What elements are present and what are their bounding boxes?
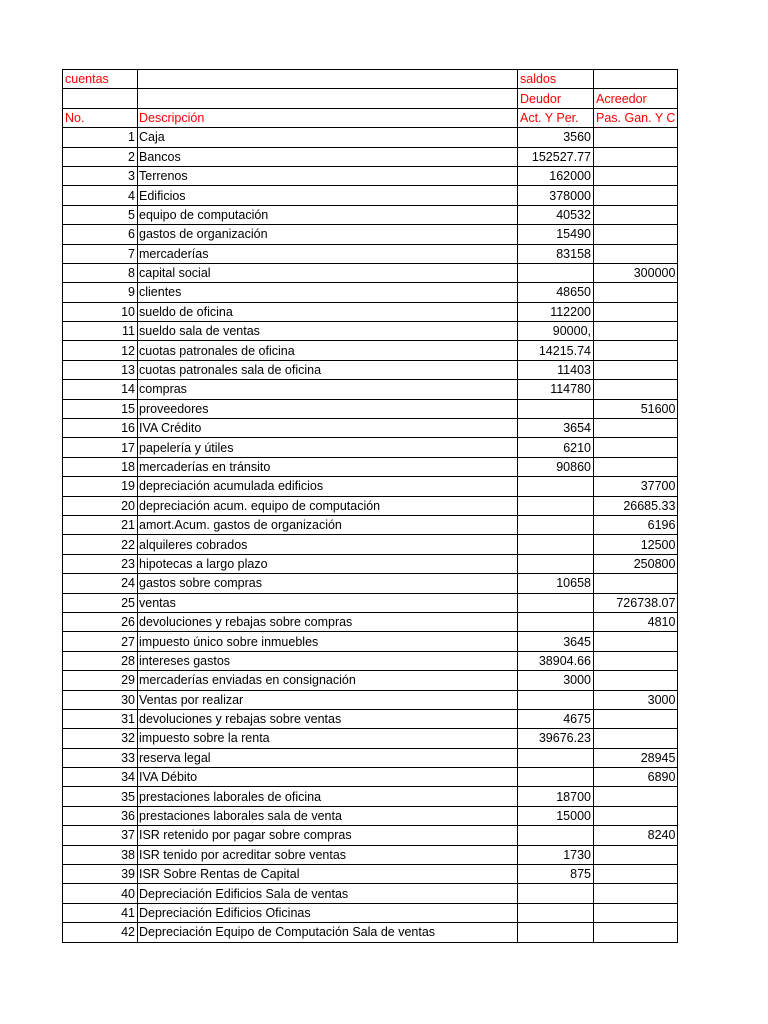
account-number-cell[interactable]: 10 xyxy=(63,302,138,321)
table-row xyxy=(63,360,678,379)
table-row xyxy=(63,671,678,690)
account-number-cell[interactable]: 16 xyxy=(63,419,138,438)
credit-balance-cell[interactable] xyxy=(594,729,678,748)
account-number-cell[interactable]: 40 xyxy=(63,884,138,903)
table-row xyxy=(63,806,678,825)
table-row xyxy=(63,923,678,942)
debit-balance-cell[interactable] xyxy=(518,903,594,922)
account-description-cell[interactable]: Caja xyxy=(138,128,518,147)
account-number-cell[interactable]: 22 xyxy=(63,535,138,554)
account-description-cell[interactable]: devoluciones y rebajas sobre compras xyxy=(138,612,518,631)
account-description-cell[interactable]: equipo de computación xyxy=(138,205,518,224)
account-number-cell[interactable]: 31 xyxy=(63,709,138,728)
debit-balance-cell[interactable] xyxy=(518,399,594,418)
credit-balance-cell[interactable]: 250800 xyxy=(594,554,678,573)
account-description-cell[interactable]: Depreciación Edificios Sala de ventas xyxy=(138,884,518,903)
table-row xyxy=(63,322,678,341)
table-row xyxy=(63,128,678,147)
table-row xyxy=(63,419,678,438)
account-description-cell[interactable]: compras xyxy=(138,380,518,399)
table-row xyxy=(63,244,678,263)
debit-balance-cell[interactable]: 39676.23 xyxy=(518,729,594,748)
account-number-cell[interactable]: 15 xyxy=(63,399,138,418)
table-row xyxy=(63,903,678,922)
credit-balance-cell[interactable]: 51600 xyxy=(594,399,678,418)
debit-balance-cell[interactable]: 48650 xyxy=(518,283,594,302)
debit-balance-cell[interactable]: 40532 xyxy=(518,205,594,224)
account-description-cell[interactable]: prestaciones laborales de oficina xyxy=(138,787,518,806)
account-number-cell[interactable]: 34 xyxy=(63,768,138,787)
account-description-cell[interactable]: hipotecas a largo plazo xyxy=(138,554,518,573)
account-number-cell[interactable]: 37 xyxy=(63,826,138,845)
table-row xyxy=(63,302,678,321)
debit-balance-cell[interactable]: 90000, xyxy=(518,322,594,341)
credit-balance-cell[interactable] xyxy=(594,186,678,205)
debit-balance-cell[interactable] xyxy=(518,612,594,631)
table-row xyxy=(63,477,678,496)
account-description-cell[interactable]: Edificios xyxy=(138,186,518,205)
credit-balance-cell[interactable] xyxy=(594,903,678,922)
table-row xyxy=(63,748,678,767)
debit-balance-cell[interactable]: 875 xyxy=(518,865,594,884)
credit-balance-cell[interactable]: 3000 xyxy=(594,690,678,709)
table-row xyxy=(63,845,678,864)
account-description-cell[interactable]: depreciación acum. equipo de computación xyxy=(138,496,518,515)
account-number-cell[interactable]: 1 xyxy=(63,128,138,147)
header-deudor-sub[interactable]: Act. Y Per. xyxy=(518,108,594,127)
credit-balance-cell[interactable]: 12500 xyxy=(594,535,678,554)
table-row xyxy=(63,457,678,476)
debit-balance-cell[interactable]: 15490 xyxy=(518,225,594,244)
account-number-cell[interactable]: 25 xyxy=(63,593,138,612)
account-number-cell[interactable]: 27 xyxy=(63,632,138,651)
credit-balance-cell[interactable] xyxy=(594,302,678,321)
account-description-cell[interactable]: Terrenos xyxy=(138,166,518,185)
account-number-cell[interactable]: 32 xyxy=(63,729,138,748)
debit-balance-cell[interactable]: 162000 xyxy=(518,166,594,185)
table-row xyxy=(63,593,678,612)
account-number-cell[interactable]: 38 xyxy=(63,845,138,864)
account-number-cell[interactable]: 19 xyxy=(63,477,138,496)
credit-balance-cell[interactable] xyxy=(594,128,678,147)
debit-balance-cell[interactable] xyxy=(518,593,594,612)
account-description-cell[interactable]: Depreciación Edificios Oficinas xyxy=(138,903,518,922)
table-row xyxy=(63,147,678,166)
account-description-cell[interactable]: cuotas patronales sala de oficina xyxy=(138,360,518,379)
header-acreedor[interactable]: Acreedor xyxy=(594,89,678,108)
account-number-cell[interactable]: 41 xyxy=(63,903,138,922)
table-row xyxy=(63,651,678,670)
header-row-cuentas xyxy=(63,70,678,89)
debit-balance-cell[interactable]: 83158 xyxy=(518,244,594,263)
credit-balance-cell[interactable]: 26685.33 xyxy=(594,496,678,515)
account-number-cell[interactable]: 42 xyxy=(63,923,138,942)
account-number-cell[interactable]: 4 xyxy=(63,186,138,205)
account-number-cell[interactable]: 13 xyxy=(63,360,138,379)
table-row xyxy=(63,225,678,244)
table-row xyxy=(63,865,678,884)
debit-balance-cell[interactable] xyxy=(518,884,594,903)
account-number-cell[interactable]: 21 xyxy=(63,515,138,534)
table-row xyxy=(63,826,678,845)
debit-balance-cell[interactable] xyxy=(518,496,594,515)
table-row xyxy=(63,554,678,573)
credit-balance-cell[interactable] xyxy=(594,651,678,670)
accounts-table xyxy=(62,69,678,943)
debit-balance-cell[interactable] xyxy=(518,826,594,845)
credit-balance-cell[interactable] xyxy=(594,438,678,457)
credit-balance-cell[interactable] xyxy=(594,419,678,438)
account-description-cell[interactable]: depreciación acumulada edificios xyxy=(138,477,518,496)
table-row xyxy=(63,690,678,709)
credit-balance-cell[interactable]: 28945 xyxy=(594,748,678,767)
debit-balance-cell[interactable]: 11403 xyxy=(518,360,594,379)
account-number-cell[interactable]: 3 xyxy=(63,166,138,185)
table-row xyxy=(63,515,678,534)
credit-balance-cell[interactable] xyxy=(594,632,678,651)
account-number-cell[interactable]: 7 xyxy=(63,244,138,263)
credit-balance-cell[interactable] xyxy=(594,360,678,379)
account-number-cell[interactable]: 8 xyxy=(63,263,138,282)
table-row xyxy=(63,787,678,806)
header-acreedor-sub[interactable]: Pas. Gan. Y C xyxy=(594,108,678,127)
debit-balance-cell[interactable] xyxy=(518,554,594,573)
account-description-cell[interactable]: ISR tenido por acreditar sobre ventas xyxy=(138,845,518,864)
credit-balance-cell[interactable]: 4810 xyxy=(594,612,678,631)
header-empty-cell[interactable] xyxy=(594,70,678,89)
account-description-cell[interactable]: ISR Sobre Rentas de Capital xyxy=(138,865,518,884)
debit-balance-cell[interactable]: 3000 xyxy=(518,671,594,690)
account-number-cell[interactable]: 26 xyxy=(63,612,138,631)
credit-balance-cell[interactable]: 300000 xyxy=(594,263,678,282)
header-empty-cell[interactable] xyxy=(63,89,138,108)
account-description-cell[interactable]: mercaderías enviadas en consignación xyxy=(138,671,518,690)
account-description-cell[interactable]: gastos de organización xyxy=(138,225,518,244)
account-description-cell[interactable]: alquileres cobrados xyxy=(138,535,518,554)
header-deudor[interactable]: Deudor xyxy=(518,89,594,108)
account-number-cell[interactable]: 36 xyxy=(63,806,138,825)
account-number-cell[interactable]: 5 xyxy=(63,205,138,224)
table-row xyxy=(63,884,678,903)
header-row-columns xyxy=(63,108,678,127)
table-row xyxy=(63,632,678,651)
debit-balance-cell[interactable]: 4675 xyxy=(518,709,594,728)
table-row xyxy=(63,205,678,224)
account-description-cell[interactable]: gastos sobre compras xyxy=(138,574,518,593)
table-row xyxy=(63,535,678,554)
account-description-cell[interactable]: intereses gastos xyxy=(138,651,518,670)
debit-balance-cell[interactable]: 3645 xyxy=(518,632,594,651)
account-description-cell[interactable]: sueldo sala de ventas xyxy=(138,322,518,341)
account-number-cell[interactable]: 29 xyxy=(63,671,138,690)
account-description-cell[interactable]: impuesto sobre la renta xyxy=(138,729,518,748)
debit-balance-cell[interactable] xyxy=(518,690,594,709)
credit-balance-cell[interactable] xyxy=(594,380,678,399)
account-description-cell[interactable]: mercaderías en tránsito xyxy=(138,457,518,476)
table-row xyxy=(63,166,678,185)
account-number-cell[interactable]: 28 xyxy=(63,651,138,670)
credit-balance-cell[interactable] xyxy=(594,244,678,263)
table-row xyxy=(63,186,678,205)
debit-balance-cell[interactable]: 378000 xyxy=(518,186,594,205)
account-description-cell[interactable]: IVA Crédito xyxy=(138,419,518,438)
credit-balance-cell[interactable] xyxy=(594,923,678,942)
credit-balance-cell[interactable] xyxy=(594,147,678,166)
table-row xyxy=(63,709,678,728)
account-number-cell[interactable]: 9 xyxy=(63,283,138,302)
table-row xyxy=(63,496,678,515)
header-cuentas[interactable]: cuentas xyxy=(63,70,138,89)
debit-balance-cell[interactable]: 114780 xyxy=(518,380,594,399)
account-description-cell[interactable]: ventas xyxy=(138,593,518,612)
header-row-deudor-acreedor xyxy=(63,89,678,108)
credit-balance-cell[interactable]: 8240 xyxy=(594,826,678,845)
debit-balance-cell[interactable]: 38904.66 xyxy=(518,651,594,670)
account-number-cell[interactable]: 35 xyxy=(63,787,138,806)
debit-balance-cell[interactable]: 3654 xyxy=(518,419,594,438)
debit-balance-cell[interactable] xyxy=(518,748,594,767)
credit-balance-cell[interactable] xyxy=(594,787,678,806)
table-row xyxy=(63,729,678,748)
account-number-cell[interactable]: 6 xyxy=(63,225,138,244)
table-row xyxy=(63,263,678,282)
credit-balance-cell[interactable] xyxy=(594,884,678,903)
account-description-cell[interactable]: devoluciones y rebajas sobre ventas xyxy=(138,709,518,728)
debit-balance-cell[interactable]: 15000 xyxy=(518,806,594,825)
debit-balance-cell[interactable]: 1730 xyxy=(518,845,594,864)
header-empty-cell[interactable] xyxy=(138,89,518,108)
debit-balance-cell[interactable]: 10658 xyxy=(518,574,594,593)
debit-balance-cell[interactable] xyxy=(518,263,594,282)
account-number-cell[interactable]: 20 xyxy=(63,496,138,515)
table-row xyxy=(63,768,678,787)
table-row xyxy=(63,612,678,631)
debit-balance-cell[interactable] xyxy=(518,768,594,787)
account-description-cell[interactable]: proveedores xyxy=(138,399,518,418)
credit-balance-cell[interactable]: 6196 xyxy=(594,515,678,534)
table-row xyxy=(63,399,678,418)
account-number-cell[interactable]: 18 xyxy=(63,457,138,476)
debit-balance-cell[interactable] xyxy=(518,535,594,554)
accounts-table-body xyxy=(63,70,678,943)
header-descripcion[interactable]: Descripción xyxy=(138,108,518,127)
account-description-cell[interactable]: clientes xyxy=(138,283,518,302)
table-row xyxy=(63,341,678,360)
table-row xyxy=(63,438,678,457)
account-description-cell[interactable]: IVA Débito xyxy=(138,768,518,787)
debit-balance-cell[interactable]: 90860 xyxy=(518,457,594,476)
account-description-cell[interactable]: Depreciación Equipo de Computación Sala de ventas xyxy=(138,923,518,942)
credit-balance-cell[interactable] xyxy=(594,225,678,244)
account-description-cell[interactable]: cuotas patronales de oficina xyxy=(138,341,518,360)
debit-balance-cell[interactable]: 152527.77 xyxy=(518,147,594,166)
debit-balance-cell[interactable]: 18700 xyxy=(518,787,594,806)
credit-balance-cell[interactable] xyxy=(594,865,678,884)
header-saldos[interactable]: saldos xyxy=(518,70,594,89)
credit-balance-cell[interactable] xyxy=(594,283,678,302)
account-description-cell[interactable]: reserva legal xyxy=(138,748,518,767)
account-number-cell[interactable]: 17 xyxy=(63,438,138,457)
credit-balance-cell[interactable] xyxy=(594,205,678,224)
debit-balance-cell[interactable] xyxy=(518,515,594,534)
debit-balance-cell[interactable]: 14215.74 xyxy=(518,341,594,360)
header-no[interactable]: No. xyxy=(63,108,138,127)
account-number-cell[interactable]: 2 xyxy=(63,147,138,166)
account-number-cell[interactable]: 14 xyxy=(63,380,138,399)
account-description-cell[interactable]: Bancos xyxy=(138,147,518,166)
credit-balance-cell[interactable] xyxy=(594,341,678,360)
account-number-cell[interactable]: 24 xyxy=(63,574,138,593)
account-description-cell[interactable]: Ventas por realizar xyxy=(138,690,518,709)
credit-balance-cell[interactable]: 6890 xyxy=(594,768,678,787)
account-description-cell[interactable]: prestaciones laborales sala de venta xyxy=(138,806,518,825)
credit-balance-cell[interactable] xyxy=(594,845,678,864)
account-number-cell[interactable]: 23 xyxy=(63,554,138,573)
credit-balance-cell[interactable] xyxy=(594,806,678,825)
table-row xyxy=(63,380,678,399)
account-description-cell[interactable]: capital social xyxy=(138,263,518,282)
account-number-cell[interactable]: 11 xyxy=(63,322,138,341)
debit-balance-cell[interactable]: 3560 xyxy=(518,128,594,147)
header-empty-cell[interactable] xyxy=(138,70,518,89)
account-number-cell[interactable]: 30 xyxy=(63,690,138,709)
credit-balance-cell[interactable] xyxy=(594,709,678,728)
credit-balance-cell[interactable]: 726738.07 xyxy=(594,593,678,612)
debit-balance-cell[interactable] xyxy=(518,477,594,496)
account-description-cell[interactable]: sueldo de oficina xyxy=(138,302,518,321)
credit-balance-cell[interactable] xyxy=(594,671,678,690)
account-number-cell[interactable]: 12 xyxy=(63,341,138,360)
account-description-cell[interactable]: mercaderías xyxy=(138,244,518,263)
credit-balance-cell[interactable] xyxy=(594,322,678,341)
debit-balance-cell[interactable] xyxy=(518,923,594,942)
debit-balance-cell[interactable]: 6210 xyxy=(518,438,594,457)
account-description-cell[interactable]: ISR retenido por pagar sobre compras xyxy=(138,826,518,845)
debit-balance-cell[interactable]: 112200 xyxy=(518,302,594,321)
credit-balance-cell[interactable] xyxy=(594,166,678,185)
account-number-cell[interactable]: 33 xyxy=(63,748,138,767)
table-row xyxy=(63,574,678,593)
account-description-cell[interactable]: impuesto único sobre inmuebles xyxy=(138,632,518,651)
account-description-cell[interactable]: papelería y útiles xyxy=(138,438,518,457)
table-row xyxy=(63,283,678,302)
credit-balance-cell[interactable]: 37700 xyxy=(594,477,678,496)
account-description-cell[interactable]: amort.Acum. gastos de organización xyxy=(138,515,518,534)
credit-balance-cell[interactable] xyxy=(594,457,678,476)
account-number-cell[interactable]: 39 xyxy=(63,865,138,884)
credit-balance-cell[interactable] xyxy=(594,574,678,593)
